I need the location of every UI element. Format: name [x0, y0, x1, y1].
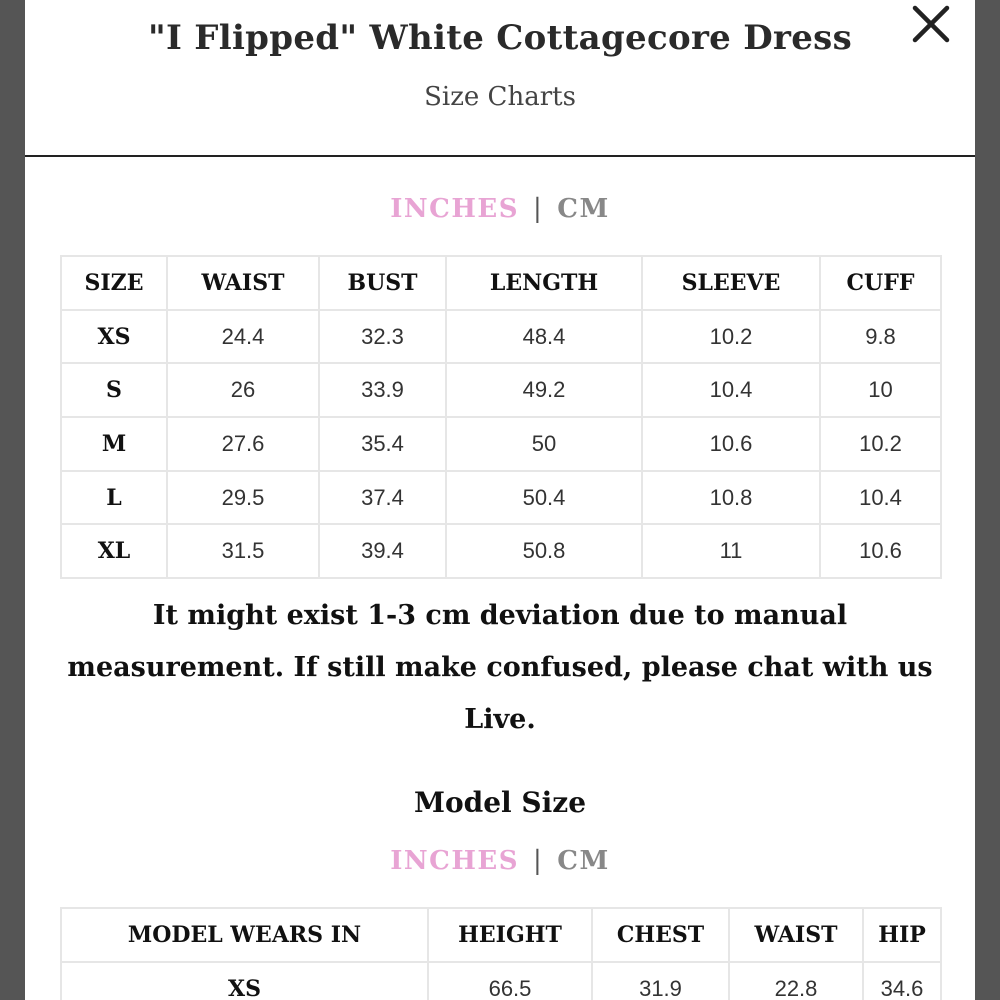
table-row	[61, 962, 941, 1000]
waist-cell: 22.8	[729, 962, 863, 1000]
waist-cell: 24.4	[167, 310, 319, 364]
cm-toggle[interactable]: CM	[557, 194, 610, 224]
length-cell: 48.4	[446, 310, 642, 364]
waist-cell: 27.6	[167, 417, 319, 471]
model-cm-toggle[interactable]: CM	[557, 846, 610, 876]
header-waist: WAIST	[167, 256, 319, 310]
model-unit-toggle	[25, 846, 975, 876]
toggle-separator: |	[533, 194, 544, 224]
sleeve-cell: 10.8	[642, 471, 820, 525]
header-height: HEIGHT	[428, 908, 592, 962]
sleeve-cell: 10.2	[642, 310, 820, 364]
size-cell: S	[61, 363, 167, 417]
table-header-row	[61, 908, 941, 962]
length-cell: 50.4	[446, 471, 642, 525]
model-size-table	[60, 907, 942, 1000]
cuff-cell: 10.6	[820, 524, 941, 578]
sleeve-cell: 10.6	[642, 417, 820, 471]
header-sleeve: SLEEVE	[642, 256, 820, 310]
size-charts-subtitle: Size Charts	[424, 82, 576, 112]
table-row	[61, 524, 941, 578]
toggle-separator: |	[533, 846, 544, 876]
table-header-row	[61, 256, 941, 310]
header-bust: BUST	[319, 256, 446, 310]
hip-cell: 34.6	[863, 962, 941, 1000]
size-cell: L	[61, 471, 167, 525]
length-cell: 50.8	[446, 524, 642, 578]
length-cell: 50	[446, 417, 642, 471]
bust-cell: 35.4	[319, 417, 446, 471]
cuff-cell: 10.4	[820, 471, 941, 525]
inches-toggle[interactable]: INCHES	[390, 194, 520, 224]
length-cell: 49.2	[446, 363, 642, 417]
size-cell: M	[61, 417, 167, 471]
header-waist: WAIST	[729, 908, 863, 962]
waist-cell: 31.5	[167, 524, 319, 578]
header-hip: HIP	[863, 908, 941, 962]
header-cuff: CUFF	[820, 256, 941, 310]
modal-header	[25, 0, 975, 157]
bust-cell: 39.4	[319, 524, 446, 578]
header-length: LENGTH	[446, 256, 642, 310]
header-size: SIZE	[61, 256, 167, 310]
bust-cell: 37.4	[319, 471, 446, 525]
sleeve-cell: 11	[642, 524, 820, 578]
sleeve-cell: 10.4	[642, 363, 820, 417]
size-cell: XS	[61, 310, 167, 364]
height-cell: 66.5	[428, 962, 592, 1000]
deviation-note: It might exist 1-3 cm deviation due to manual measurement. If still make confused, please chat with us Live.	[67, 600, 933, 735]
unit-toggle	[25, 194, 975, 224]
size-chart-modal	[25, 0, 975, 1000]
table-row	[61, 363, 941, 417]
close-icon	[909, 0, 957, 48]
model-inches-toggle[interactable]: INCHES	[390, 846, 520, 876]
chest-cell: 31.9	[592, 962, 729, 1000]
model-size-cell: XS	[61, 962, 428, 1000]
header-chest: CHEST	[592, 908, 729, 962]
cuff-cell: 9.8	[820, 310, 941, 364]
waist-cell: 26	[167, 363, 319, 417]
table-row	[61, 310, 941, 364]
cuff-cell: 10	[820, 363, 941, 417]
close-button[interactable]	[909, 0, 957, 48]
bust-cell: 32.3	[319, 310, 446, 364]
waist-cell: 29.5	[167, 471, 319, 525]
size-chart-table	[60, 255, 942, 579]
cuff-cell: 10.2	[820, 417, 941, 471]
table-row	[61, 417, 941, 471]
header-model-wears-in: MODEL WEARS IN	[61, 908, 428, 962]
model-size-heading: Model Size	[413, 786, 587, 819]
bust-cell: 33.9	[319, 363, 446, 417]
table-row	[61, 471, 941, 525]
product-title: "I Flipped" White Cottagecore Dress	[147, 18, 853, 58]
size-cell: XL	[61, 524, 167, 578]
